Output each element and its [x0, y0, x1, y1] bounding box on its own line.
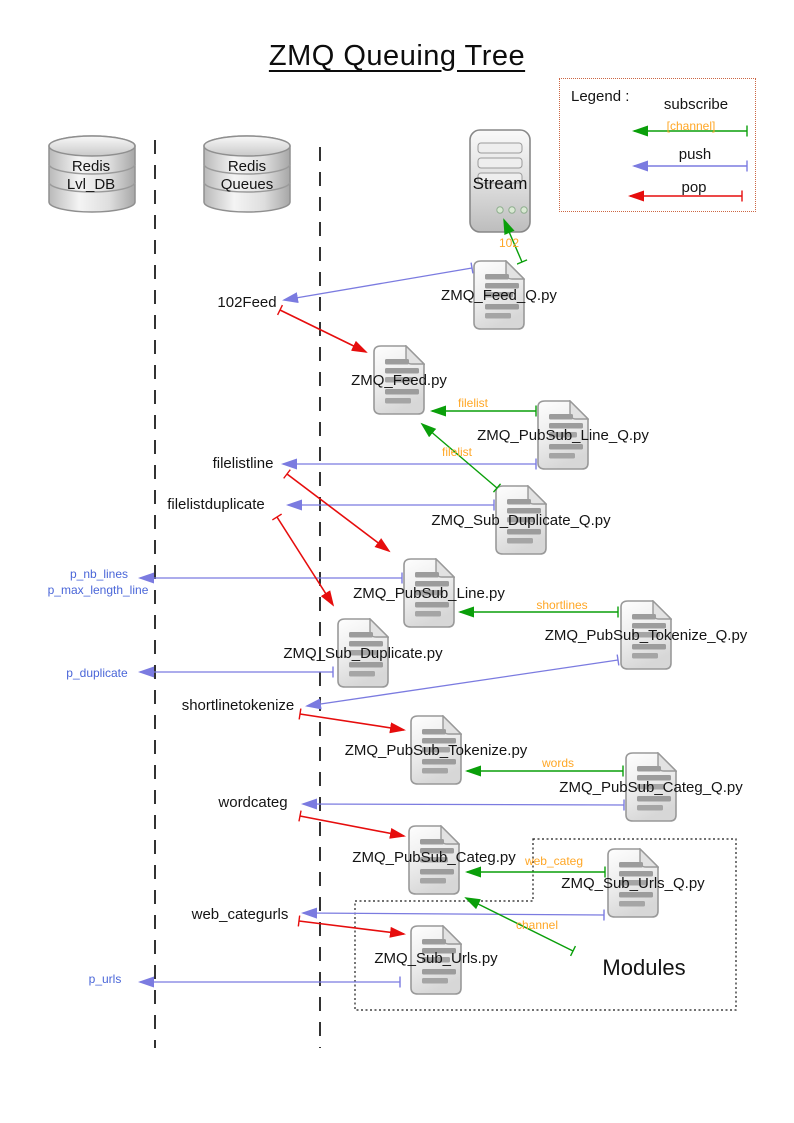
legend-title: Legend : — [571, 88, 630, 105]
doc-label-zmq-sub-urls-q: ZMQ_Sub_Urls_Q.py — [561, 875, 705, 892]
edge-pop-shortlinetokenize-tokenize — [300, 714, 404, 730]
modules-label: Modules — [602, 955, 686, 980]
redis-lvldb-label-line2: Lvl_DB — [66, 176, 116, 193]
queue-label-web-categurls: web_categurls — [191, 906, 289, 923]
redis-lvldb-label-line1: Redis — [71, 158, 111, 175]
channel-label-filelist-2: filelist — [441, 445, 472, 459]
param-label-p-nb-lines: p_nb_lines — [69, 567, 129, 581]
channel-label-102: 102 — [498, 236, 520, 250]
channel-label-filelist-1: filelist — [457, 396, 488, 410]
queue-label-filelistline: filelistline — [212, 455, 274, 472]
redis-queues-label-line2: Queues — [220, 176, 274, 193]
doc-label-zmq-pubsub-line-q: ZMQ_PubSub_Line_Q.py — [477, 427, 649, 444]
edge-push-urlsq-webcategurls — [303, 913, 604, 915]
channel-label-channel: channel — [515, 918, 559, 932]
doc-label-zmq-pubsub-categ: ZMQ_PubSub_Categ.py — [352, 849, 516, 866]
queue-label-102feed: 102Feed — [217, 294, 277, 311]
page-title: ZMQ Queuing Tree — [268, 40, 526, 72]
redis-queues-label-line1: Redis — [227, 158, 267, 175]
doc-label-zmq-sub-urls: ZMQ_Sub_Urls.py — [374, 950, 498, 967]
queue-label-shortlinetokenize: shortlinetokenize — [181, 697, 295, 714]
channel-label-words: words — [541, 756, 574, 770]
edge-pop-102feed-feed — [280, 310, 366, 352]
doc-label-zmq-pubsub-categ-q: ZMQ_PubSub_Categ_Q.py — [559, 779, 743, 796]
doc-label-zmq-sub-duplicate: ZMQ_Sub_Duplicate.py — [283, 645, 443, 662]
channel-label-web-categ: web_categ — [524, 854, 584, 868]
legend-push-label: push — [678, 146, 712, 163]
edge-pop-wordcateg-categ — [300, 816, 404, 836]
channel-label-shortlines: shortlines — [536, 598, 588, 612]
param-label-p-duplicate: p_duplicate — [66, 666, 128, 680]
doc-label-zmq-sub-duplicate-q: ZMQ_Sub_Duplicate_Q.py — [431, 512, 611, 529]
legend-channel-label: [channel] — [666, 119, 716, 133]
legend-pop-label: pop — [681, 179, 707, 196]
queue-label-wordcateg: wordcateg — [218, 794, 288, 811]
param-label-p-max-length-line: p_max_length_line — [47, 583, 149, 597]
doc-label-zmq-feed-q: ZMQ_Feed_Q.py — [441, 287, 557, 304]
queue-label-filelistduplicate: filelistduplicate — [167, 496, 265, 513]
param-label-p-urls: p_urls — [88, 972, 122, 986]
stream-server-label: Stream — [472, 174, 528, 193]
doc-label-zmq-feed: ZMQ_Feed.py — [351, 372, 447, 389]
legend-subscribe-label: subscribe — [663, 96, 729, 113]
doc-label-zmq-pubsub-tokenize-q: ZMQ_PubSub_Tokenize_Q.py — [544, 627, 748, 644]
edge-pop-filelistline-line — [287, 474, 389, 551]
doc-label-zmq-pubsub-tokenize: ZMQ_PubSub_Tokenize.py — [344, 742, 528, 759]
edge-push-categq-wordcateg — [303, 804, 624, 805]
doc-label-zmq-pubsub-line: ZMQ_PubSub_Line.py — [353, 585, 505, 602]
